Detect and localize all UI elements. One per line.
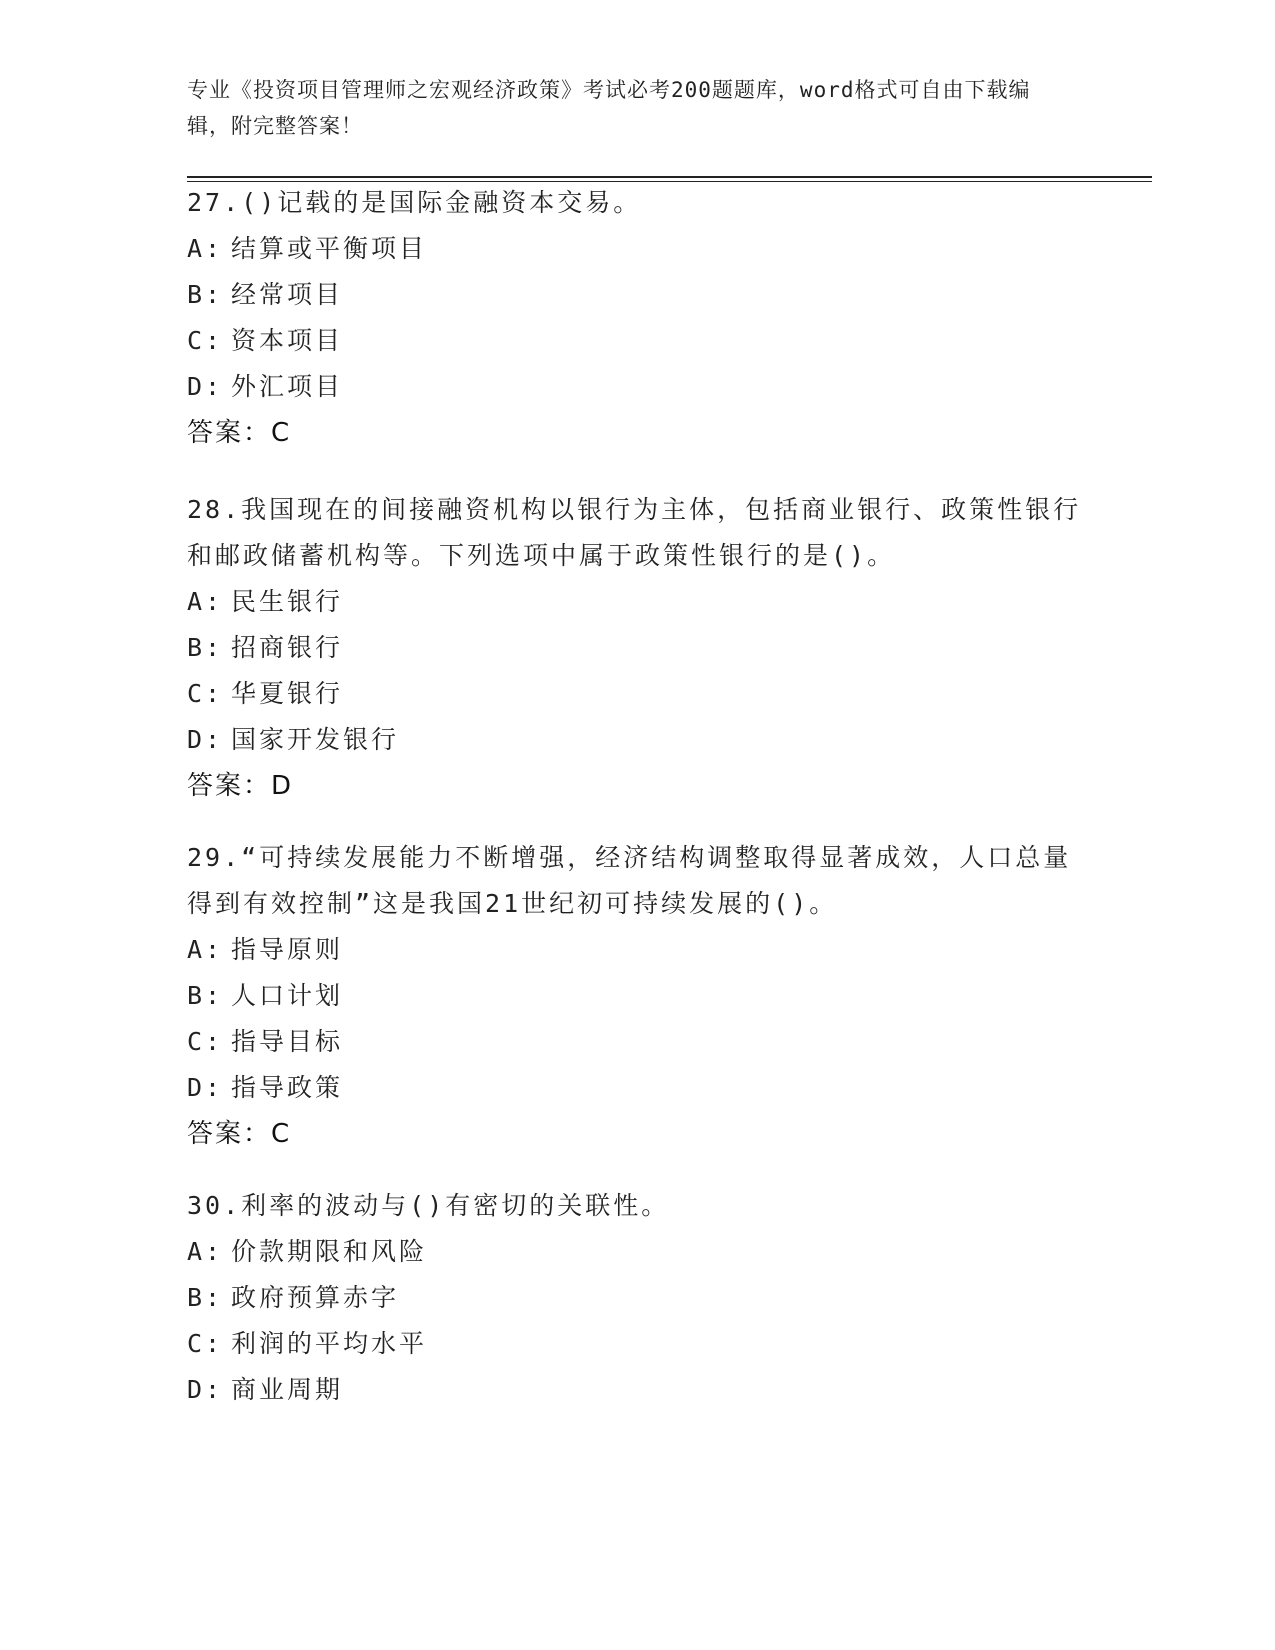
option-letter: C: [187,1027,224,1056]
question-stem: 30.利率的波动与()有密切的关联性。 [187,1191,670,1220]
option-a [187,226,1087,272]
option-letter: C: [187,679,224,708]
option-letter: B: [187,633,224,662]
option-text: 资本项目 [231,326,344,355]
option-d [187,717,1087,763]
option-c [187,318,1087,364]
option-letter: C: [187,326,224,355]
option-letter: D: [187,1375,224,1404]
question-27 [187,180,1087,456]
option-d [187,364,1087,410]
option-a [187,927,1087,973]
option-text: 价款期限和风险 [231,1237,428,1266]
answer-label: 答案：C [187,418,292,448]
option-d [187,1065,1087,1111]
option-a [187,1229,1087,1275]
option-text: 招商银行 [231,633,344,662]
option-a [187,579,1087,625]
option-b [187,625,1087,671]
option-text: 国家开发银行 [231,725,400,754]
option-letter: C: [187,1329,224,1358]
option-letter: B: [187,1283,224,1312]
question-stem: 27.()记载的是国际金融资本交易。 [187,188,642,217]
option-d [187,1367,1087,1413]
option-text: 指导目标 [231,1027,344,1056]
option-letter: A: [187,1237,224,1266]
question-30 [187,1183,1087,1413]
option-letter: B: [187,981,224,1010]
option-c [187,1321,1087,1367]
option-text: 利润的平均水平 [231,1329,428,1358]
document-header: 专业《投资项目管理师之宏观经济政策》考试必考200题题库，word格式可自由下载编辑，附完整答案！ [187,78,1031,138]
option-text: 商业周期 [231,1375,344,1404]
option-c [187,671,1087,717]
option-letter: D: [187,372,224,401]
option-text: 外汇项目 [231,372,344,401]
question-stem: 28.我国现在的间接融资机构以银行为主体，包括商业银行、政策性银行和邮政储蓄机构等。下列选项中属于政策性银行的是()。 [187,495,1082,570]
question-stem: 29.“可持续发展能力不断增强，经济结构调整取得显著成效，人口总量得到有效控制”这是我国21世纪初可持续发展的()。 [187,843,1072,918]
option-text: 人口计划 [231,981,344,1010]
option-text: 指导政策 [231,1073,344,1102]
option-text: 政府预算赤字 [231,1283,400,1312]
answer-label: 答案：C [187,1119,292,1149]
option-letter: A: [187,234,224,263]
option-letter: D: [187,725,224,754]
question-28 [187,487,1087,809]
option-letter: A: [187,935,224,964]
option-text: 指导原则 [231,935,344,964]
option-letter: D: [187,1073,224,1102]
option-text: 结算或平衡项目 [231,234,428,263]
option-text: 华夏银行 [231,679,344,708]
option-text: 民生银行 [231,587,344,616]
option-letter: A: [187,587,224,616]
option-b [187,1275,1087,1321]
option-b [187,973,1087,1019]
option-c [187,1019,1087,1065]
answer-label: 答案：D [187,771,294,801]
option-text: 经常项目 [231,280,344,309]
option-letter: B: [187,280,224,309]
header-divider-thick [187,176,1152,178]
question-29 [187,835,1087,1157]
option-b [187,272,1087,318]
